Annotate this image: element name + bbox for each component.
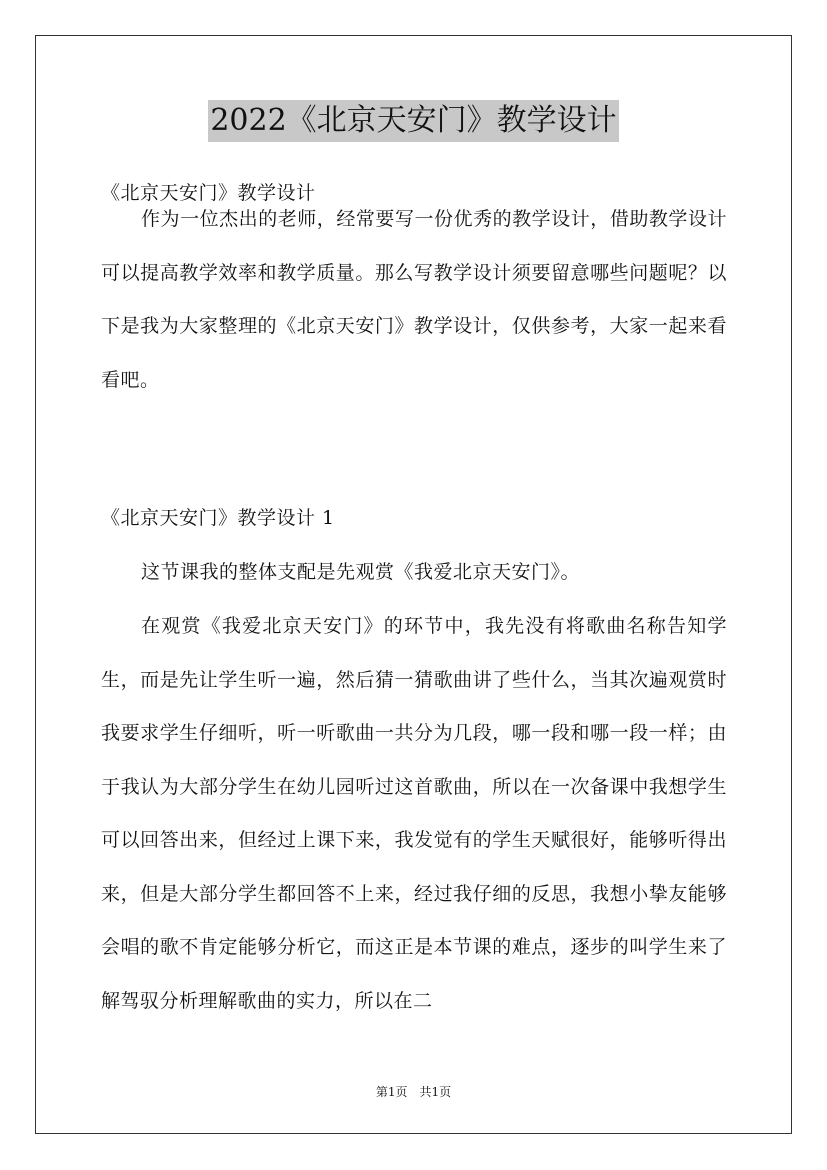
body-paragraph-1: 这节课我的整体支配是先观赏《我爱北京天安门》。: [141, 561, 581, 583]
document-title: 2022《北京天安门》教学设计: [208, 100, 618, 142]
body-paragraph-2: 在观赏《我爱北京天安门》的环节中，我先没有将歌曲名称告知学生，而是先让学生听一遍，然后猜一猜歌曲讲了些什么，当其次遍观赏时我要求学生仔细听，听一听歌曲一共分为几段，哪一段和哪一段一样；由于我认为大部分学生在幼儿园听过这首歌曲，所以在一次备课中我想学生可以回答出来，但经过上课下来，我发觉有的学生天赋很好，能够听得出来，但是大部分学生都回答不上来，经过我仔细的反思，我想小挚友能够会唱的歌不肯定能够分析它，而这正是本节课的难点，逐步的叫学生来了解驾驭分析理解歌曲的实力，所以在二: [101, 615, 727, 1012]
section-heading: 《北京天安门》教学设计 1: [101, 507, 335, 529]
intro-paragraph: 作为一位杰出的老师，经常要写一份优秀的教学设计，借助教学设计可以提高教学效率和教学质量。那么写教学设计须要留意哪些问题呢？以下是我为大家整理的《北京天安门》教学设计，仅供参考，大家一起来看看吧。: [101, 208, 727, 391]
document-subtitle: 《北京天安门》教学设计: [101, 182, 316, 204]
title-wrap: [0, 100, 827, 142]
page-footer: 第1页 共1页: [375, 1085, 452, 1099]
